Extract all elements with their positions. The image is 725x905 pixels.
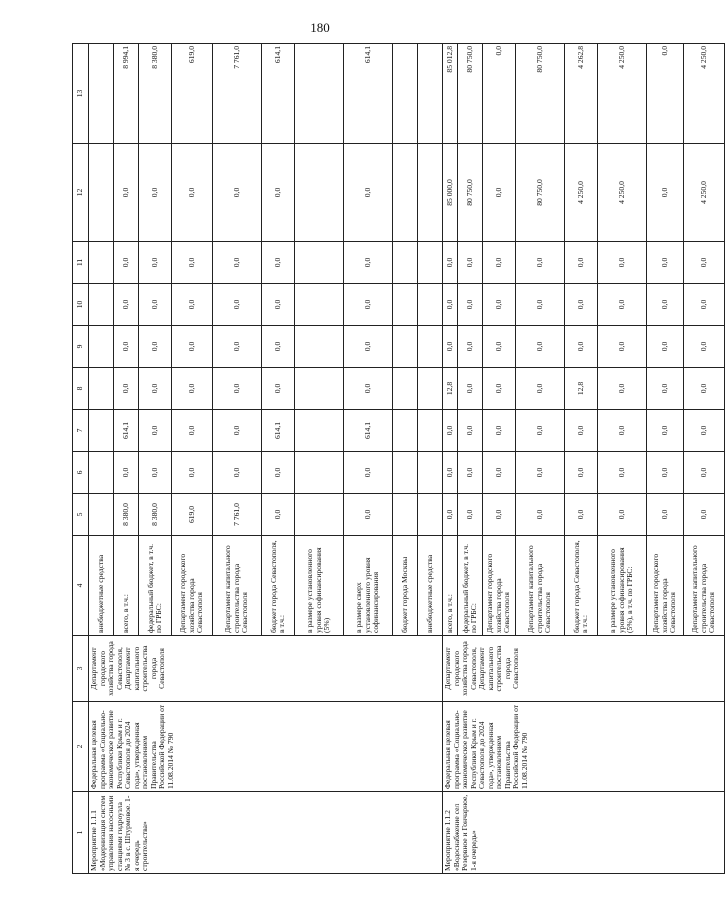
value-cell: 0,0 [262, 452, 295, 494]
source-cell: всего, в т.ч.: [443, 536, 458, 636]
total-cell: 614,1 [344, 44, 393, 144]
col-number: 11 [73, 242, 89, 284]
value-cell: 0,0 [139, 452, 172, 494]
value-cell: 0,0 [139, 284, 172, 326]
value-cell: 0,0 [516, 368, 565, 410]
source-cell: внебюджетные средства [89, 536, 114, 636]
value-cell: 614,1 [114, 410, 139, 452]
value-cell: 8 380,0 [114, 494, 139, 536]
value-cell: 0,0 [172, 242, 213, 284]
value-cell: 0,0 [516, 326, 565, 368]
value-cell: 0,0 [483, 410, 516, 452]
total-cell: 7 761,0 [213, 44, 262, 144]
value-cell [89, 368, 114, 410]
total-cell: 8 994,1 [114, 44, 139, 144]
value-cell: 0,0 [647, 326, 684, 368]
value-cell: 0,0 [213, 242, 262, 284]
value-cell: 0,0 [598, 368, 647, 410]
value-cell [393, 326, 418, 368]
value-cell: 0,0 [443, 494, 458, 536]
value-cell: 80 750,0 [516, 144, 565, 242]
total-cell: 85 012,8 [443, 44, 458, 144]
value-cell [295, 326, 344, 368]
total-cell: 4 250,0 [598, 44, 647, 144]
source-cell: федеральный бюджет, в т.ч. по ГРБС: [458, 536, 483, 636]
value-cell: 0,0 [647, 410, 684, 452]
measure-cell: Мероприятие 1.1.2 «Водоснабжение сел Резервное и Гончарное, 1-я очередь» [443, 792, 725, 874]
value-cell [418, 242, 443, 284]
value-cell [89, 410, 114, 452]
value-cell [393, 144, 418, 242]
value-cell: 0,0 [262, 368, 295, 410]
value-cell: 0,0 [172, 410, 213, 452]
col-number: 12 [73, 144, 89, 242]
value-cell: 0,0 [516, 452, 565, 494]
value-cell: 0,0 [262, 494, 295, 536]
value-cell: 0,0 [172, 452, 213, 494]
value-cell [393, 284, 418, 326]
program-cell: Федеральная целевая программа «Социально-экономическое развитие Республики Крым и г. Севастополя до 2024 года», утвержденная постановлением Правительства Российской Федерации от 11.08.2014 № 790 [443, 702, 725, 792]
executor-cell: Департамент городского хозяйства города Севастополя, Департамент капитального строительства города Севастополя [443, 636, 725, 702]
col-number: 13 [73, 44, 89, 144]
value-cell: 0,0 [516, 410, 565, 452]
column-number-row [73, 44, 89, 874]
value-cell: 0,0 [458, 368, 483, 410]
value-cell: 12,8 [443, 368, 458, 410]
value-cell: 0,0 [172, 368, 213, 410]
value-cell: 0,0 [598, 452, 647, 494]
value-cell: 0,0 [516, 284, 565, 326]
col-number: 1 [73, 792, 89, 874]
value-cell: 0,0 [443, 284, 458, 326]
value-cell [89, 452, 114, 494]
value-cell: 0,0 [565, 494, 598, 536]
value-cell: 0,0 [598, 284, 647, 326]
value-cell [393, 368, 418, 410]
value-cell: 0,0 [565, 284, 598, 326]
executor-cell: Департамент городского хозяйства города Севастополя, Департамент капитального строительства города Севастополя [89, 636, 443, 702]
value-cell: 0,0 [344, 368, 393, 410]
value-cell [89, 326, 114, 368]
value-cell: 0,0 [213, 368, 262, 410]
total-cell [295, 44, 344, 144]
value-cell: 0,0 [458, 452, 483, 494]
value-cell: 0,0 [684, 326, 725, 368]
source-cell: Департамент капитального строительства города Севастополя [213, 536, 262, 636]
value-cell: 0,0 [684, 410, 725, 452]
value-cell: 0,0 [139, 368, 172, 410]
value-cell: 0,0 [598, 326, 647, 368]
value-cell: 0,0 [598, 494, 647, 536]
total-cell: 8 380,0 [139, 44, 172, 144]
total-cell: 4 262,8 [565, 44, 598, 144]
source-cell: Департамент капитального строительства города Севастополя [684, 536, 725, 636]
value-cell: 12,8 [565, 368, 598, 410]
value-cell: 0,0 [684, 368, 725, 410]
col-number: 9 [73, 326, 89, 368]
value-cell: 0,0 [114, 144, 139, 242]
value-cell: 0,0 [483, 494, 516, 536]
col-number: 5 [73, 494, 89, 536]
value-cell [295, 144, 344, 242]
measure-cell: Мероприятие 1.1.1 «Модернизация систем управления насосными станциями гидроузла № 3 в с. Штурмовое. 1-я очередь строительства» [89, 792, 443, 874]
total-cell [89, 44, 114, 144]
value-cell: 0,0 [443, 242, 458, 284]
source-cell: Департамент городского хозяйства города Севастополя [483, 536, 516, 636]
value-cell: 0,0 [172, 326, 213, 368]
value-cell: 85 000,0 [443, 144, 458, 242]
value-cell [418, 494, 443, 536]
value-cell: 0,0 [213, 410, 262, 452]
value-cell [295, 410, 344, 452]
value-cell: 0,0 [213, 326, 262, 368]
value-cell: 0,0 [114, 284, 139, 326]
value-cell: 0,0 [483, 144, 516, 242]
value-cell: 0,0 [516, 242, 565, 284]
total-cell: 4 250,0 [684, 44, 725, 144]
col-number: 10 [73, 284, 89, 326]
value-cell [418, 284, 443, 326]
source-cell: в размере установленного уровня софинансирования (5%) [295, 536, 344, 636]
value-cell: 0,0 [213, 452, 262, 494]
value-cell: 7 761,0 [213, 494, 262, 536]
value-cell: 0,0 [684, 452, 725, 494]
value-cell [393, 494, 418, 536]
value-cell: 0,0 [443, 452, 458, 494]
page-number: 180 [310, 20, 330, 35]
value-cell: 0,0 [114, 326, 139, 368]
value-cell: 0,0 [443, 410, 458, 452]
value-cell: 0,0 [344, 494, 393, 536]
value-cell: 0,0 [483, 242, 516, 284]
value-cell: 0,0 [516, 494, 565, 536]
value-cell: 0,0 [684, 494, 725, 536]
value-cell: 0,0 [565, 242, 598, 284]
rotated-table-frame [72, 44, 717, 874]
value-cell: 0,0 [213, 284, 262, 326]
value-cell: 0,0 [598, 410, 647, 452]
value-cell: 0,0 [647, 452, 684, 494]
value-cell: 0,0 [647, 494, 684, 536]
table-row [443, 44, 458, 874]
col-number: 6 [73, 452, 89, 494]
value-cell: 4 250,0 [598, 144, 647, 242]
value-cell: 0,0 [344, 452, 393, 494]
value-cell [418, 368, 443, 410]
value-cell: 0,0 [565, 326, 598, 368]
value-cell: 0,0 [684, 284, 725, 326]
value-cell: 0,0 [344, 242, 393, 284]
total-cell [393, 44, 418, 144]
value-cell: 0,0 [262, 284, 295, 326]
source-cell: Департамент городского хозяйства города Севастополя [172, 536, 213, 636]
value-cell [89, 144, 114, 242]
source-cell: федеральный бюджет, в т.ч. по ГРБС: [139, 536, 172, 636]
value-cell [393, 242, 418, 284]
value-cell: 0,0 [684, 242, 725, 284]
value-cell: 0,0 [139, 326, 172, 368]
value-cell: 0,0 [344, 284, 393, 326]
source-cell: бюджет города Севастополя, в т.ч.: [262, 536, 295, 636]
total-cell: 0,0 [483, 44, 516, 144]
total-cell [418, 44, 443, 144]
source-cell: в размере установленного уровня софинансирования (5%), в т.ч. по ГРБС: [598, 536, 647, 636]
source-cell: в размере сверх установленного уровня софинансирования [344, 536, 393, 636]
value-cell: 0,0 [458, 326, 483, 368]
value-cell: 0,0 [458, 242, 483, 284]
value-cell: 8 380,0 [139, 494, 172, 536]
value-cell: 0,0 [598, 242, 647, 284]
value-cell: 4 250,0 [684, 144, 725, 242]
value-cell: 614,1 [344, 410, 393, 452]
value-cell: 619,0 [172, 494, 213, 536]
table-container [72, 44, 717, 874]
value-cell [89, 494, 114, 536]
value-cell [295, 368, 344, 410]
value-cell [418, 144, 443, 242]
value-cell: 0,0 [139, 410, 172, 452]
value-cell: 0,0 [172, 144, 213, 242]
value-cell: 0,0 [565, 452, 598, 494]
value-cell: 0,0 [114, 242, 139, 284]
source-cell: Департамент капитального строительства города Севастополя [516, 536, 565, 636]
value-cell: 0,0 [483, 284, 516, 326]
total-cell: 80 750,0 [458, 44, 483, 144]
value-cell [418, 452, 443, 494]
value-cell: 0,0 [647, 368, 684, 410]
col-number: 8 [73, 368, 89, 410]
value-cell: 0,0 [647, 284, 684, 326]
source-cell: бюджет города Москвы [393, 536, 418, 636]
value-cell [295, 242, 344, 284]
value-cell [89, 284, 114, 326]
value-cell: 0,0 [483, 452, 516, 494]
value-cell: 4 250,0 [565, 144, 598, 242]
value-cell: 0,0 [114, 368, 139, 410]
value-cell: 0,0 [458, 410, 483, 452]
value-cell: 0,0 [565, 410, 598, 452]
table-row [89, 44, 114, 874]
value-cell: 0,0 [483, 326, 516, 368]
value-cell [418, 410, 443, 452]
total-cell: 614,1 [262, 44, 295, 144]
col-number: 2 [73, 702, 89, 792]
value-cell [295, 494, 344, 536]
col-number: 7 [73, 410, 89, 452]
value-cell: 0,0 [262, 242, 295, 284]
source-cell: бюджет города Севастополя, в т.ч.: [565, 536, 598, 636]
value-cell [393, 452, 418, 494]
value-cell: 0,0 [647, 242, 684, 284]
source-cell: внебюджетные средства [418, 536, 443, 636]
total-cell: 0,0 [647, 44, 684, 144]
value-cell: 0,0 [443, 326, 458, 368]
value-cell: 0,0 [213, 144, 262, 242]
value-cell: 0,0 [262, 144, 295, 242]
source-cell: всего, в т.ч.: [114, 536, 139, 636]
value-cell: 0,0 [172, 284, 213, 326]
value-cell: 0,0 [139, 144, 172, 242]
value-cell: 0,0 [647, 144, 684, 242]
value-cell [393, 410, 418, 452]
value-cell: 614,1 [262, 410, 295, 452]
total-cell: 80 750,0 [516, 44, 565, 144]
budget-table [72, 43, 725, 874]
value-cell: 0,0 [114, 452, 139, 494]
value-cell: 0,0 [139, 242, 172, 284]
value-cell: 0,0 [458, 494, 483, 536]
col-number: 4 [73, 536, 89, 636]
value-cell [295, 452, 344, 494]
col-number: 3 [73, 636, 89, 702]
value-cell: 0,0 [344, 144, 393, 242]
value-cell: 80 750,0 [458, 144, 483, 242]
value-cell [295, 284, 344, 326]
program-cell: Федеральная целевая программа «Социально-экономическое развитие Республики Крым и г. Севастополя до 2024 года», утвержденная постановлением Правительства Российской Федерации от 11.08.2014 № 790 [89, 702, 443, 792]
value-cell: 0,0 [344, 326, 393, 368]
total-cell: 619,0 [172, 44, 213, 144]
value-cell: 0,0 [483, 368, 516, 410]
source-cell: Департамент городского хозяйства города Севастополя [647, 536, 684, 636]
value-cell: 0,0 [458, 284, 483, 326]
value-cell [89, 242, 114, 284]
value-cell [418, 326, 443, 368]
value-cell: 0,0 [262, 326, 295, 368]
